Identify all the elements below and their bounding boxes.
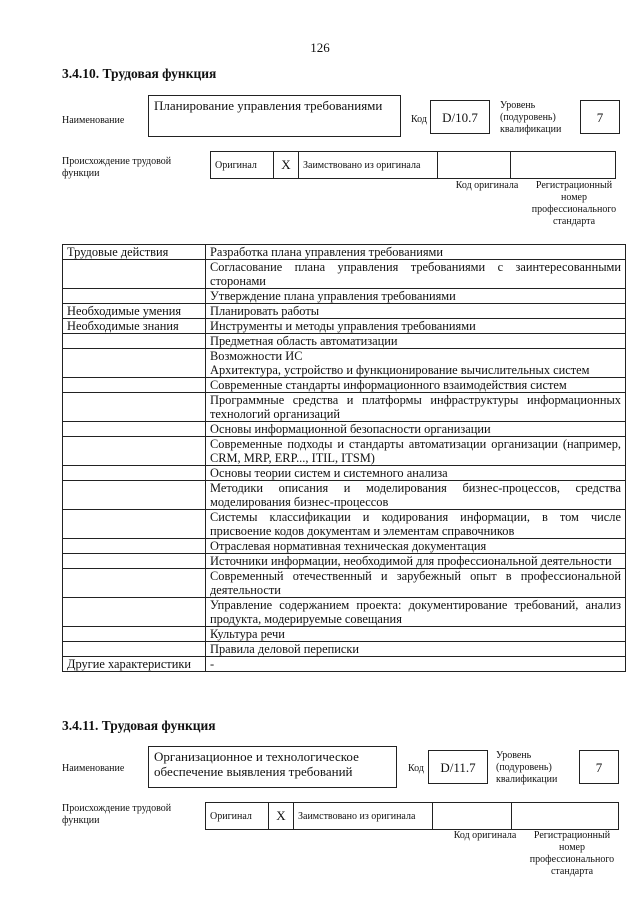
table-row — [63, 422, 626, 437]
row-label — [63, 627, 206, 642]
table-row — [63, 349, 626, 378]
row-label — [63, 334, 206, 349]
row-value: Возможности ИС Архитектура, устройство и функционирование вычислительных систем — [206, 349, 626, 378]
table-row — [63, 627, 626, 642]
row-label — [63, 598, 206, 627]
row-value: Утверждение плана управления требованиями — [206, 289, 626, 304]
table-row — [63, 378, 626, 393]
row-value: Основы теории систем и системного анализа — [206, 466, 626, 481]
row-label — [63, 554, 206, 569]
level-box-2: 7 — [579, 750, 619, 784]
origin-original-2: Оригинал — [206, 803, 269, 830]
row-label — [63, 437, 206, 466]
row-label: Необходимые умения — [63, 304, 206, 319]
origin-table-2 — [205, 802, 619, 830]
row-label — [63, 260, 206, 289]
origin-mark-2: X — [269, 803, 294, 830]
row-value: Планировать работы — [206, 304, 626, 319]
code-original-caption: Код оригинала — [455, 180, 519, 191]
origin-label-2: Происхождение трудовой функции — [62, 803, 172, 826]
row-value: Отраслевая нормативная техническая документация — [206, 539, 626, 554]
name-label-2: Наименование — [62, 763, 125, 774]
row-value: Основы информационной безопасности организации — [206, 422, 626, 437]
table-row — [63, 245, 626, 260]
row-value: Культура речи — [206, 627, 626, 642]
page-number: 126 — [310, 40, 330, 55]
origin-mark: X — [274, 152, 299, 179]
level-label: Уровень (подуровень) квалификации — [500, 100, 562, 135]
function-name-box-2: Организационное и технологическое обеспечение выявления требований — [148, 746, 397, 788]
row-value: Разработка плана управления требованиями — [206, 245, 626, 260]
table-row — [63, 481, 626, 510]
row-label — [63, 539, 206, 554]
table-row — [63, 304, 626, 319]
table-row — [63, 539, 626, 554]
table-row — [63, 260, 626, 289]
table-row — [63, 466, 626, 481]
code-box-2: D/11.7 — [428, 750, 488, 784]
row-label — [63, 422, 206, 437]
section-title-2: 3.4.11. Трудовая функция — [62, 718, 216, 733]
origin-borrowed-2: Заимствовано из оригинала — [294, 803, 433, 830]
row-label: Трудовые действия — [63, 245, 206, 260]
table-row — [63, 334, 626, 349]
code-label-2: Код — [408, 763, 424, 774]
origin-label: Происхождение трудовой функции — [62, 156, 172, 179]
code-label: Код — [411, 114, 427, 125]
name-label: Наименование — [62, 115, 125, 126]
row-label — [63, 642, 206, 657]
table-row — [63, 510, 626, 539]
row-label — [63, 289, 206, 304]
row-value: - — [206, 657, 626, 672]
origin-original: Оригинал — [211, 152, 274, 179]
row-label — [63, 466, 206, 481]
table-row — [63, 289, 626, 304]
row-label: Необходимые знания — [63, 319, 206, 334]
code-original-caption-2: Код оригинала — [453, 830, 517, 841]
row-value: Методики описания и моделирования бизнес-процессов, средства моделирования бизнес-процессов — [206, 481, 626, 510]
row-value: Современный отечественный и зарубежный опыт в профессиональной деятельности — [206, 569, 626, 598]
table-row — [63, 642, 626, 657]
table-row — [63, 657, 626, 672]
table-row — [63, 554, 626, 569]
row-label — [63, 481, 206, 510]
origin-reg-cell — [511, 152, 616, 179]
level-label-2: Уровень (подуровень) квалификации — [496, 750, 558, 785]
origin-code-cell-2 — [433, 803, 512, 830]
row-label — [63, 510, 206, 539]
origin-reg-cell-2 — [512, 803, 619, 830]
row-value: Современные стандарты информационного взаимодействия систем — [206, 378, 626, 393]
row-label — [63, 349, 206, 378]
row-value: Правила деловой переписки — [206, 642, 626, 657]
table-row — [63, 569, 626, 598]
row-value: Инструменты и методы управления требованиями — [206, 319, 626, 334]
row-value: Системы классификации и кодирования информации, в том числе присвоение кодов документам и элементам справочников — [206, 510, 626, 539]
row-value: Программные средства и платформы инфраструктуры информационных технологий организаций — [206, 393, 626, 422]
row-label: Другие характеристики — [63, 657, 206, 672]
reg-number-caption: Регистрационный номер профессионального стандарта — [531, 180, 617, 227]
code-box: D/10.7 — [430, 100, 490, 134]
origin-borrowed: Заимствовано из оригинала — [299, 152, 438, 179]
origin-table — [210, 151, 616, 179]
table-row — [63, 393, 626, 422]
row-value: Современные подходы и стандарты автоматизации организации (например, CRM, MRP, ERP..., ITIL, ITSM) — [206, 437, 626, 466]
row-value: Источники информации, необходимой для профессиональной деятельности — [206, 554, 626, 569]
row-label — [63, 378, 206, 393]
reg-number-caption-2: Регистрационный номер профессионального стандарта — [529, 830, 615, 877]
table-row — [63, 319, 626, 334]
row-label — [63, 393, 206, 422]
row-value: Предметная область автоматизации — [206, 334, 626, 349]
function-details-table — [62, 244, 626, 672]
row-value: Управление содержанием проекта: документирование требований, анализ продукта, модерируемые совещания — [206, 598, 626, 627]
table-row — [63, 598, 626, 627]
level-box: 7 — [580, 100, 620, 134]
row-label — [63, 569, 206, 598]
row-value: Согласование плана управления требованиями с заинтересованными сторонами — [206, 260, 626, 289]
origin-code-cell — [438, 152, 511, 179]
function-name-box: Планирование управления требованиями — [148, 95, 401, 137]
section-title: 3.4.10. Трудовая функция — [62, 66, 217, 81]
table-row — [63, 437, 626, 466]
